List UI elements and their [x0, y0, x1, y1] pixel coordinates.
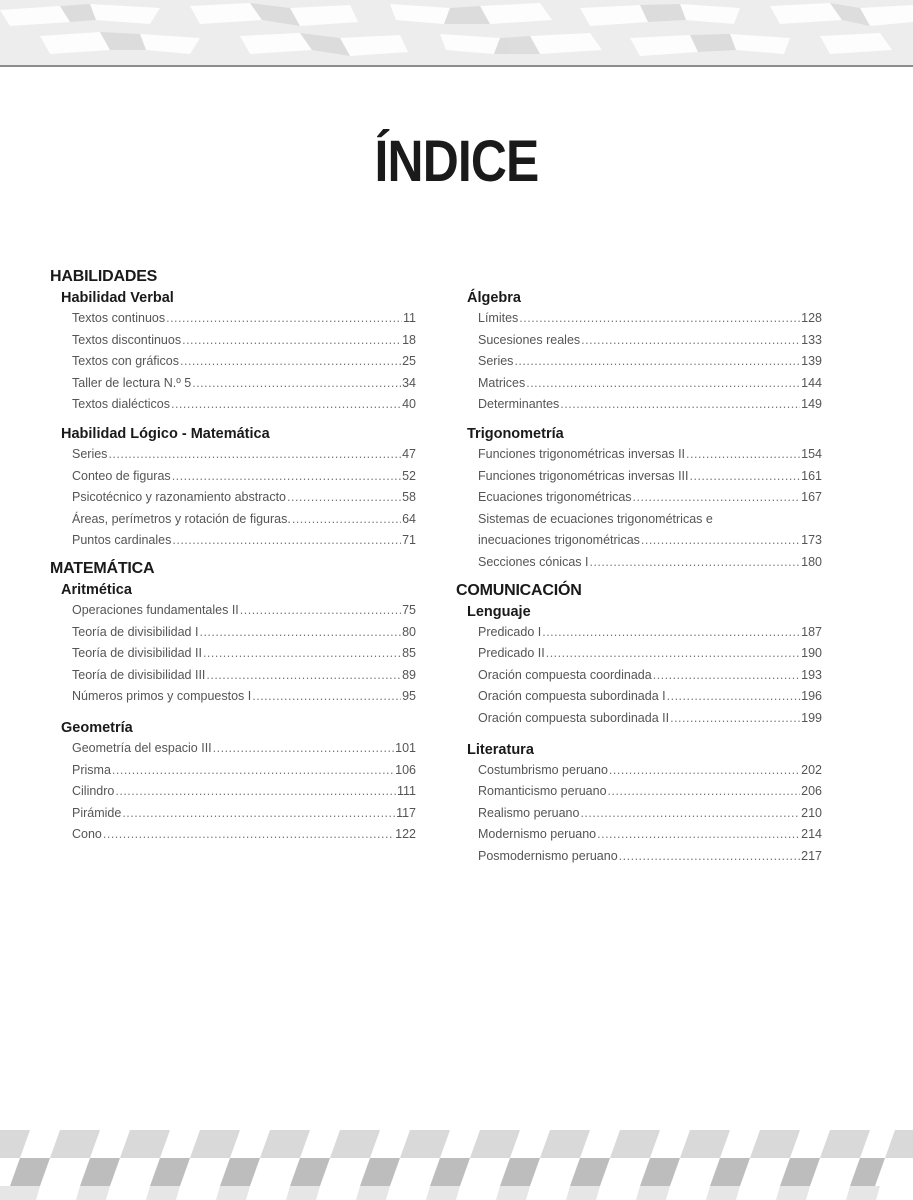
toc-entry[interactable]: Áreas, perímetros y rotación de figuras. ..... 64 [72, 509, 416, 531]
toc-entry[interactable]: Operaciones fundamentales II ..... 75 [72, 600, 416, 622]
toc-entry[interactable]: Geometría del espacio III ..... 101 [72, 738, 416, 760]
subheading-algebra: Álgebra [467, 290, 521, 306]
subheading-habilidad-logico-matematica: Habilidad Lógico - Matemática [61, 425, 270, 442]
bottom-decorative-band [0, 1130, 913, 1200]
section-heading-habilidades: HABILIDADES [50, 268, 158, 285]
toc-entry[interactable]: Oración compuesta subordinada II ..... 199 [478, 708, 822, 730]
toc-entry[interactable]: Cilindro ..... 111 [72, 781, 416, 803]
bottom-pattern [0, 1130, 913, 1200]
toc-entry[interactable]: Posmodernismo peruano ..... 217 [478, 846, 822, 868]
toc-entry[interactable]: Ecuaciones trigonométricas ..... 167 [478, 487, 822, 509]
subheading-geometria: Geometría [61, 719, 133, 736]
toc-entry[interactable]: Sucesiones reales ..... 133 [478, 330, 822, 352]
toc-entry[interactable]: Determinantes ..... 149 [478, 394, 822, 416]
toc-entry[interactable]: Conteo de figuras ..... 52 [72, 466, 416, 488]
toc-group-literatura [456, 760, 826, 868]
toc-entry[interactable]: Prisma ..... 106 [72, 760, 416, 782]
toc-entry[interactable]: Romanticismo peruano ..... 206 [478, 781, 822, 803]
toc-entry[interactable]: Textos con gráficos ..... 25 [72, 351, 416, 373]
toc-entry[interactable]: Pirámide ..... 117 [72, 803, 416, 825]
toc-entry[interactable]: Predicado II ..... 190 [478, 643, 822, 665]
toc-entry[interactable]: Matrices ..... 144 [478, 373, 822, 395]
page-title: ÍNDICE [374, 129, 539, 194]
toc-entry[interactable]: Series ..... 139 [478, 351, 822, 373]
top-rule [0, 65, 913, 67]
toc-group-trigonometria [456, 444, 826, 574]
toc-entry[interactable]: Funciones trigonométricas inversas III ..... 161 [478, 466, 822, 488]
toc-group-algebra [456, 308, 826, 416]
toc-entry[interactable]: Textos dialécticos ..... 40 [72, 394, 416, 416]
toc-group-lenguaje [456, 622, 826, 730]
toc-entry[interactable]: Predicado I ..... 187 [478, 622, 822, 644]
toc-entry[interactable]: Textos discontinuos ..... 18 [72, 330, 416, 352]
toc-entry-first-line[interactable]: Sistemas de ecuaciones trigonométricas e [478, 511, 713, 526]
subheading-trigonometria: Trigonometría [467, 425, 564, 442]
toc-entry[interactable]: Teoría de divisibilidad I ..... 80 [72, 622, 416, 644]
toc-group-aritmetica [50, 600, 420, 708]
toc-entry[interactable]: Oración compuesta subordinada I ..... 196 [478, 686, 822, 708]
toc-entry[interactable]: Taller de lectura N.º 5 ..... 34 [72, 373, 416, 395]
subheading-literatura: Literatura [467, 741, 534, 758]
toc-entry[interactable]: Límites ..... 128 [478, 308, 822, 330]
toc-entry[interactable]: Series ..... 47 [72, 444, 416, 466]
toc-entry[interactable]: Cono ..... 122 [72, 824, 416, 846]
top-pattern [0, 0, 913, 66]
toc-entry[interactable]: Teoría de divisibilidad III ..... 89 [72, 665, 416, 687]
toc-entry[interactable]: Psicotécnico y razonamiento abstracto ..... 58 [72, 487, 416, 509]
section-heading-matematica: MATEMÁTICA [50, 559, 155, 577]
right-column [456, 288, 826, 867]
left-column [50, 266, 420, 846]
toc-entry[interactable]: Números primos y compuestos I ..... 95 [72, 686, 416, 708]
toc-entry[interactable]: Funciones trigonométricas inversas II ..... 154 [478, 444, 822, 466]
toc-entry[interactable]: Oración compuesta coordinada ..... 193 [478, 665, 822, 687]
toc-entry[interactable]: Costumbrismo peruano ..... 202 [478, 760, 822, 782]
toc-entry[interactable]: Textos continuos ..... 11 [72, 308, 416, 330]
toc-entry[interactable]: inecuaciones trigonométricas ..... 173 [478, 530, 822, 552]
toc-group-habilidad-verbal [50, 308, 420, 416]
toc-entry[interactable]: Modernismo peruano ..... 214 [478, 824, 822, 846]
top-decorative-band [0, 0, 913, 66]
toc-entry[interactable]: Teoría de divisibilidad II ..... 85 [72, 643, 416, 665]
subheading-aritmetica: Aritmética [61, 581, 132, 598]
toc-entry[interactable]: Secciones cónicas I ..... 180 [478, 552, 822, 574]
toc-group-geometria [50, 738, 420, 846]
section-heading-comunicacion: COMUNICACIÓN [456, 581, 582, 599]
toc-group-habilidad-logico [50, 444, 420, 552]
toc-entry[interactable]: Realismo peruano ..... 210 [478, 803, 822, 825]
subheading-habilidad-verbal: Habilidad Verbal [61, 290, 174, 306]
toc-entry[interactable]: Puntos cardinales ..... 71 [72, 530, 416, 552]
subheading-lenguaje: Lenguaje [467, 603, 531, 620]
